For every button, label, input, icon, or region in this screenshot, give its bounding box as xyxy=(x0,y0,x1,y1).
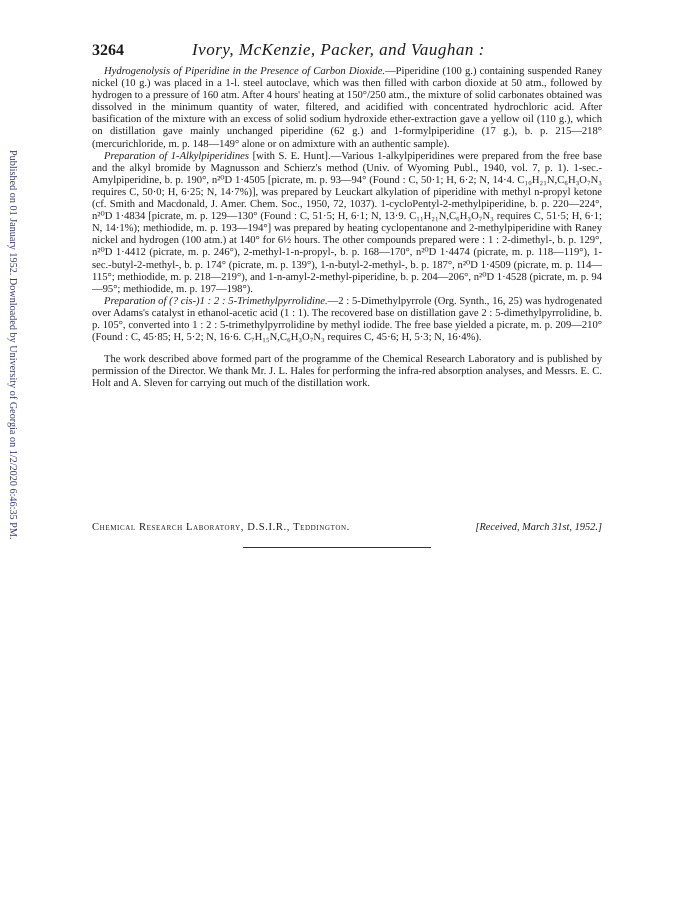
paragraph-text: [with S. E. Hunt].—Various 1-alkylpiperidines were prepared from the free base and the alkyl bromide by Magnusson and Schierz's method (Univ. of Wyoming Publ., 1940, vol. 7, p. 1). 1-sec.-Amylpiperidine, b. p. 190°, n²⁰D 1·4505 [picrate, m. p. 93—94° (Found : C, 50·1; H, 6·2; N, 14·4. C₁₀H₂₁N,C₆H₃O₇N₃ requires C, 50·0; H, 6·25; N, 14·7%)], was prepared by Leuckart alkylation of piperidine with methyl n-propyl ketone (cf. Smith and Macdonald, J. Amer. Chem. Soc., 1950, 72, 1037). 1-cycloPentyl-2-methylpiperidine, b. p. 220—224°, n²⁰D 1·4834 [picrate, m. p. 129—130° (Found : C, 51·5; H, 6·1; N, 13·9. C₁₁H₂₁N,C₆H₃O₇N₃ requires C, 51·5; H, 6·1; N, 14·1%); methiodide, m. p. 193—194°] was prepared by heating cyclopentanone and 2-methylpiperidine with Raney nickel and hydrogen (100 atm.) at 140° for 6½ hours. The other compounds prepared were : 1 : 2-dimethyl-, b. p. 129°, n²⁰D 1·4412 (picrate, m. p. 246°), 2-methyl-1-n-propyl-, b. p. 168—170°, n²⁰D 1·4474 (picrate, m. p. 118—119°), 1-sec.-butyl-2-methyl-, b. p. 174° (picrate, m. p. 139°), 1-n-butyl-2-methyl-, b. p. 187°, n²⁰D 1·4509 (picrate, m. p. 114—115°; methiodide, m. p. 218—219°), and 1-n-amyl-2-methyl-piperidine, b. p. 204—206°, n²⁰D 1·4528 (picrate, m. p. 94—95°; methiodide, m. p. 197—198°). xyxy=(92,150,602,295)
end-rule xyxy=(243,547,431,548)
paragraph-text: —Piperidine (100 g.) containing suspended Raney nickel (10 g.) was placed in a 1-l. steel autoclave, which was then filled with carbon dioxide at 50 atm., followed by hydrogen to a pressure of 160 atm. After 4 hours' heating at 150°/250 atm., the mixture of solid carbonates obtained was dissolved in the minimum quantity of water, filtered, and acidified with concentrated hydrochloric acid. After basification of the mixture with an excess of solid sodium hydroxide ether-extraction gave a yellow oil (110 g.), which on distillation gave mainly unchanged piperidine (62 g.) and 1-formylpiperidine (17 g.), b. p. 215—218° (mercurichloride, m. p. 148—149° alone or on admixture with an authentic sample). xyxy=(92,66,602,150)
paragraph-hydrogenolysis xyxy=(92,66,602,151)
page-number: 3264 xyxy=(92,42,124,59)
article-body xyxy=(92,66,602,390)
acknowledgements: The work described above formed part of the programme of the Chemical Research Laboratory and is published by permission of the Director. We thank Mr. J. L. Hales for performing the infra-red absorption analyses, and Messrs. E. C. Holt and A. Sleven for carrying out much of the distillation work. xyxy=(92,354,602,390)
download-note: Published on 01 January 1952. Downloaded by University of Georgia on 1/2/2020 6:46:35 PM. xyxy=(7,150,18,540)
laboratory-affiliation: Chemical Research Laboratory, D.S.I.R., Teddington. xyxy=(92,522,350,533)
running-title: Ivory, McKenzie, Packer, and Vaughan : xyxy=(192,40,485,59)
paragraph-alkylpiperidines xyxy=(92,151,602,296)
page-header xyxy=(92,40,598,64)
paragraph-trimethylpyrrolidine xyxy=(92,296,602,344)
section-heading: Preparation of 1-Alkylpiperidines xyxy=(104,150,249,162)
received-date: [Received, March 31st, 1952.] xyxy=(475,522,602,533)
section-heading: Preparation of (? cis-)1 : 2 : 5-Trimethylpyrrolidine. xyxy=(104,295,328,307)
paragraph-text: —2 : 5-Dimethylpyrrole (Org. Synth., 16, 25) was hydrogenated over Adams's catalyst in ethanol-acetic acid (1 : 1). The recovered base on distillation gave 2 : 5-dimethylpyrrolidine, b. p. 105°, converted into 1 : 2 : 5-trimethylpyrrolidine by methyl iodide. The free base yielded a picrate, m. p. 209—210° (Found : C, 45·85; H, 5·2; N, 16·6. C₇H₁₅N,C₆H₃O₇N₃ requires C, 45·6; H, 5·3; N, 16·4%). xyxy=(92,295,602,344)
article-footer xyxy=(92,522,602,536)
download-watermark xyxy=(4,150,18,570)
section-heading: Hydrogenolysis of Piperidine in the Presence of Carbon Dioxide. xyxy=(104,66,386,77)
